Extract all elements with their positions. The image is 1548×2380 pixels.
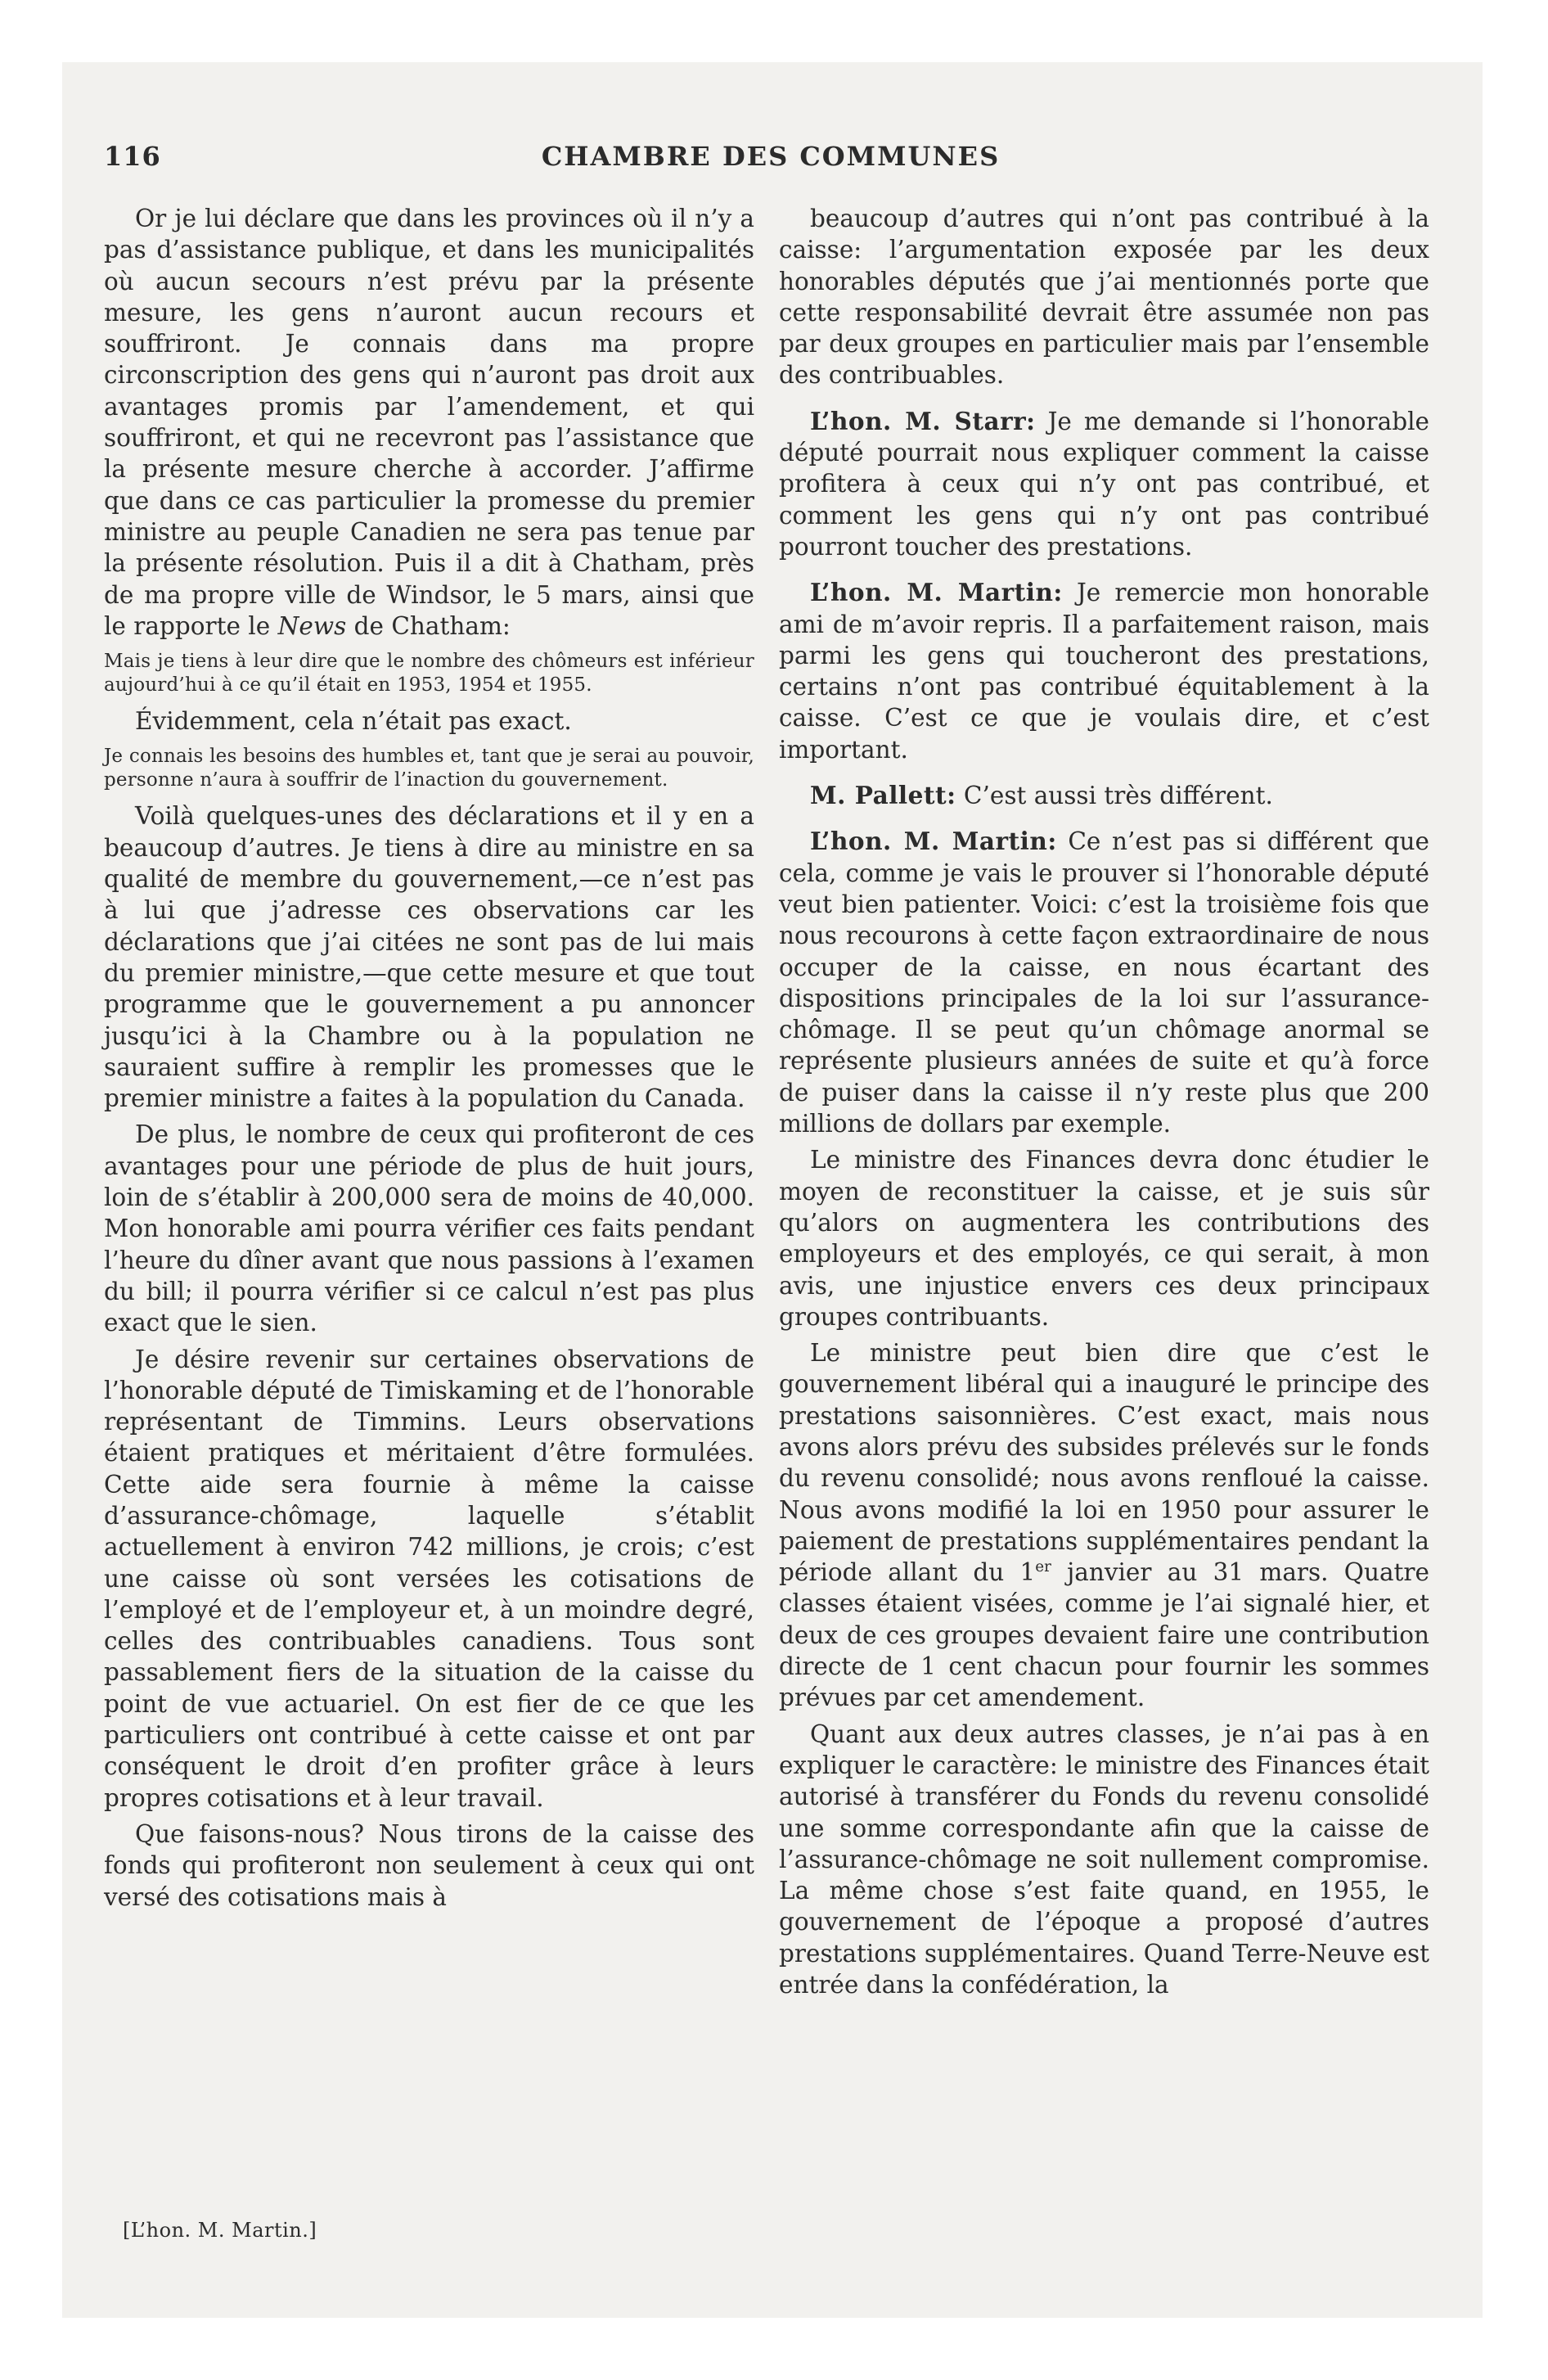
paragraph: Le ministre des Finances devra donc étudier le moyen de reconstituer la caisse, et je suis sûr qu’alors on augmentera les contributions des employeurs et des employés, ce qui serait, à mon avis, une injustice envers ces deux principaux groupes contribuants.	[779, 1146, 1429, 1331]
newspaper-name: News	[277, 611, 347, 640]
speech-pallett	[779, 780, 1429, 811]
speaker-name: M. Pallett:	[810, 781, 956, 810]
paragraph-text: janvier au 31 mars. Quatre classes étaient visées, comme je l’ai signalé hier, et deux de ces groupes devaient faire une contribution directe de 1 cent chacun pour fournir les sommes prévues par cet amendement.	[779, 1558, 1429, 1712]
paragraph: Je désire revenir sur certaines observations de l’honorable député de Timiskaming et de l’honorable représentant de Timmins. Leurs observations étaient pratiques et méritaient d’être formulées. Cette aide sera fournie à même la caisse d’assurance-chômage, laquelle s’établit actuellement à environ 742 millions, je crois; c’est une caisse où sont versées les cotisations de l’employé et de l’employeur et, à un moindre degré, celles des contribuables canadiens. Tous sont passablement fiers de la situation de la caisse du point de vue actuariel. On est fier de ce que les particuliers ont contribué à cette caisse et ont par conséquent le droit d’en profiter grâce à leurs propres cotisations et à leur travail.	[104, 1345, 754, 1812]
paragraph: Voilà quelques-unes des déclarations et il y en a beaucoup d’autres. Je tiens à dire au ministre en sa qualité de membre du gouvernement,—ce n’est pas à lui que j’adresse ces observations car les déclarations que j’ai citées ne sont pas de lui mais du premier ministre,—que cette mesure et que tout programme que le gouvernement a pu annoncer jusqu’ici à la Chambre ou à la population ne sauraient suffire à remplir les promesses que le premier ministre a faites à la population du Canada.	[104, 802, 754, 1113]
speech-martin	[779, 826, 1429, 1139]
speech-text: Je remercie mon honorable ami de m’avoir repris. Il a parfaitement raison, mais parmi les gens qui toucheront des prestations, certains n’ont pas contribué équitablement à la caisse. C’est ce que je voulais dire, et c’est important.	[779, 579, 1429, 764]
speech-text: Ce n’est pas si différent que cela, comme je vais le prouver si l’honorable député veut bien patienter. Voici: c’est la troisième fois que nous recourons à cette façon extraordinaire de nous occuper de la caisse, en nous écartant des dispositions principales de la loi sur l’assurance-chômage. Il se peut qu’un chômage anormal se représente plusieurs années de suite et qu’à force de puiser dans la caisse il n’y reste plus que 200 millions de dollars par exemple.	[779, 827, 1429, 1138]
ordinal-superscript: er	[1035, 1558, 1051, 1576]
paragraph	[779, 1337, 1429, 1714]
paragraph: beaucoup d’autres qui n’ont pas contribué à la caisse: l’argumentation exposée par les deux honorables députés que j’ai mentionnés porte que cette responsabilité devrait être assumée non pas par deux groupes en particulier mais par l’ensemble des contribuables.	[779, 205, 1429, 390]
speech-text: Je me demande si l’honorable député pourrait nous expliquer comment la caisse profitera à ceux qui n’y ont pas contribué, et comment les gens qui n’y ont pas contribué pourront toucher des prestations.	[779, 407, 1429, 561]
page-header	[104, 141, 1438, 177]
speaker-name: L’hon. M. Martin:	[810, 578, 1063, 607]
paragraph: Quant aux deux autres classes, je n’ai pas à en expliquer le caractère: le ministre des Finances était autorisé à transférer du Fonds du revenu consolidé une somme correspondante afin que la caisse de l’assurance-chômage ne soit nullement compromise. La même chose s’est faite quand, en 1955, le gouvernement de l’époque a proposé d’autres prestations supplémentaires. Quand Terre-Neuve est entrée dans la confédération, la	[779, 1720, 1429, 1999]
quotation: Je connais les besoins des humbles et, tant que je serai au pouvoir, personne n’aura à souffrir de l’inaction du gouvernement.	[104, 746, 754, 791]
left-column	[104, 203, 754, 1913]
paragraph-text: Le ministre peut bien dire que c’est le gouvernement libéral qui a inauguré le principe des prestations saisonnières. C’est exact, mais nous avons alors prévu des subsides prélevés sur le fonds du revenu consolidé; nous avons renfloué la caisse. Nous avons modifié la loi en 1950 pour assurer le paiement de prestations supplémentaires pendant la période allant du 1	[779, 1339, 1429, 1587]
speech-starr	[779, 406, 1429, 562]
quotation: Mais je tiens à leur dire que le nombre des chômeurs est inférieur aujourd’hui à ce qu’il était en 1953, 1954 et 1955.	[104, 651, 754, 696]
speaker-name: L’hon. M. Starr:	[810, 406, 1036, 435]
paragraph	[104, 203, 754, 642]
speech-text: C’est aussi très différent.	[963, 782, 1273, 810]
paragraph-text: de Chatham:	[353, 611, 511, 640]
paragraph: Que faisons-nous? Nous tirons de la caisse des fonds qui profiteront non seulement à ceux qui ont versé des cotisations mais à	[104, 1819, 754, 1911]
paragraph: De plus, le nombre de ceux qui profiteront de ces avantages pour une période de plus de huit jours, loin de s’établir à 200,000 sera de moins de 40,000. Mon honorable ami pourra vérifier ces faits pendant l’heure du dîner avant que nous passions à l’examen du bill; il pourra vérifier si ce calcul n’est pas plus exact que le sien.	[104, 1120, 754, 1337]
paragraph: Évidemment, cela n’était pas exact.	[135, 707, 572, 736]
right-column	[779, 203, 1429, 2000]
running-title: CHAMBRE DES COMMUNES	[541, 141, 1001, 172]
page-number: 116	[104, 141, 161, 172]
speech-martin	[779, 577, 1429, 765]
paragraph-text: Or je lui déclare que dans les provinces où il n’y a pas d’assistance publique, et dans les municipalités où aucun secours n’est prévu par la présente mesure, les gens n’auront aucun recours et souffriront. Je connais dans ma propre circonscription des gens qui n’auront pas droit aux avantages promis par l’amendement, et qui souffriront, et qui ne recevront pas l’assistance que la présente mesure cherche à accorder. J’affirme que dans ce cas particulier la promesse du premier ministre au peuple Canadien ne sera pas tenue par la présente résolution. Puis il a dit à Chatham, près de ma propre ville de Windsor, le 5 mars, ainsi que le rapporte le	[104, 205, 754, 640]
speaker-name: L’hon. M. Martin:	[810, 827, 1057, 856]
speaker-footer-tag: [L’hon. M. Martin.]	[123, 2219, 317, 2242]
